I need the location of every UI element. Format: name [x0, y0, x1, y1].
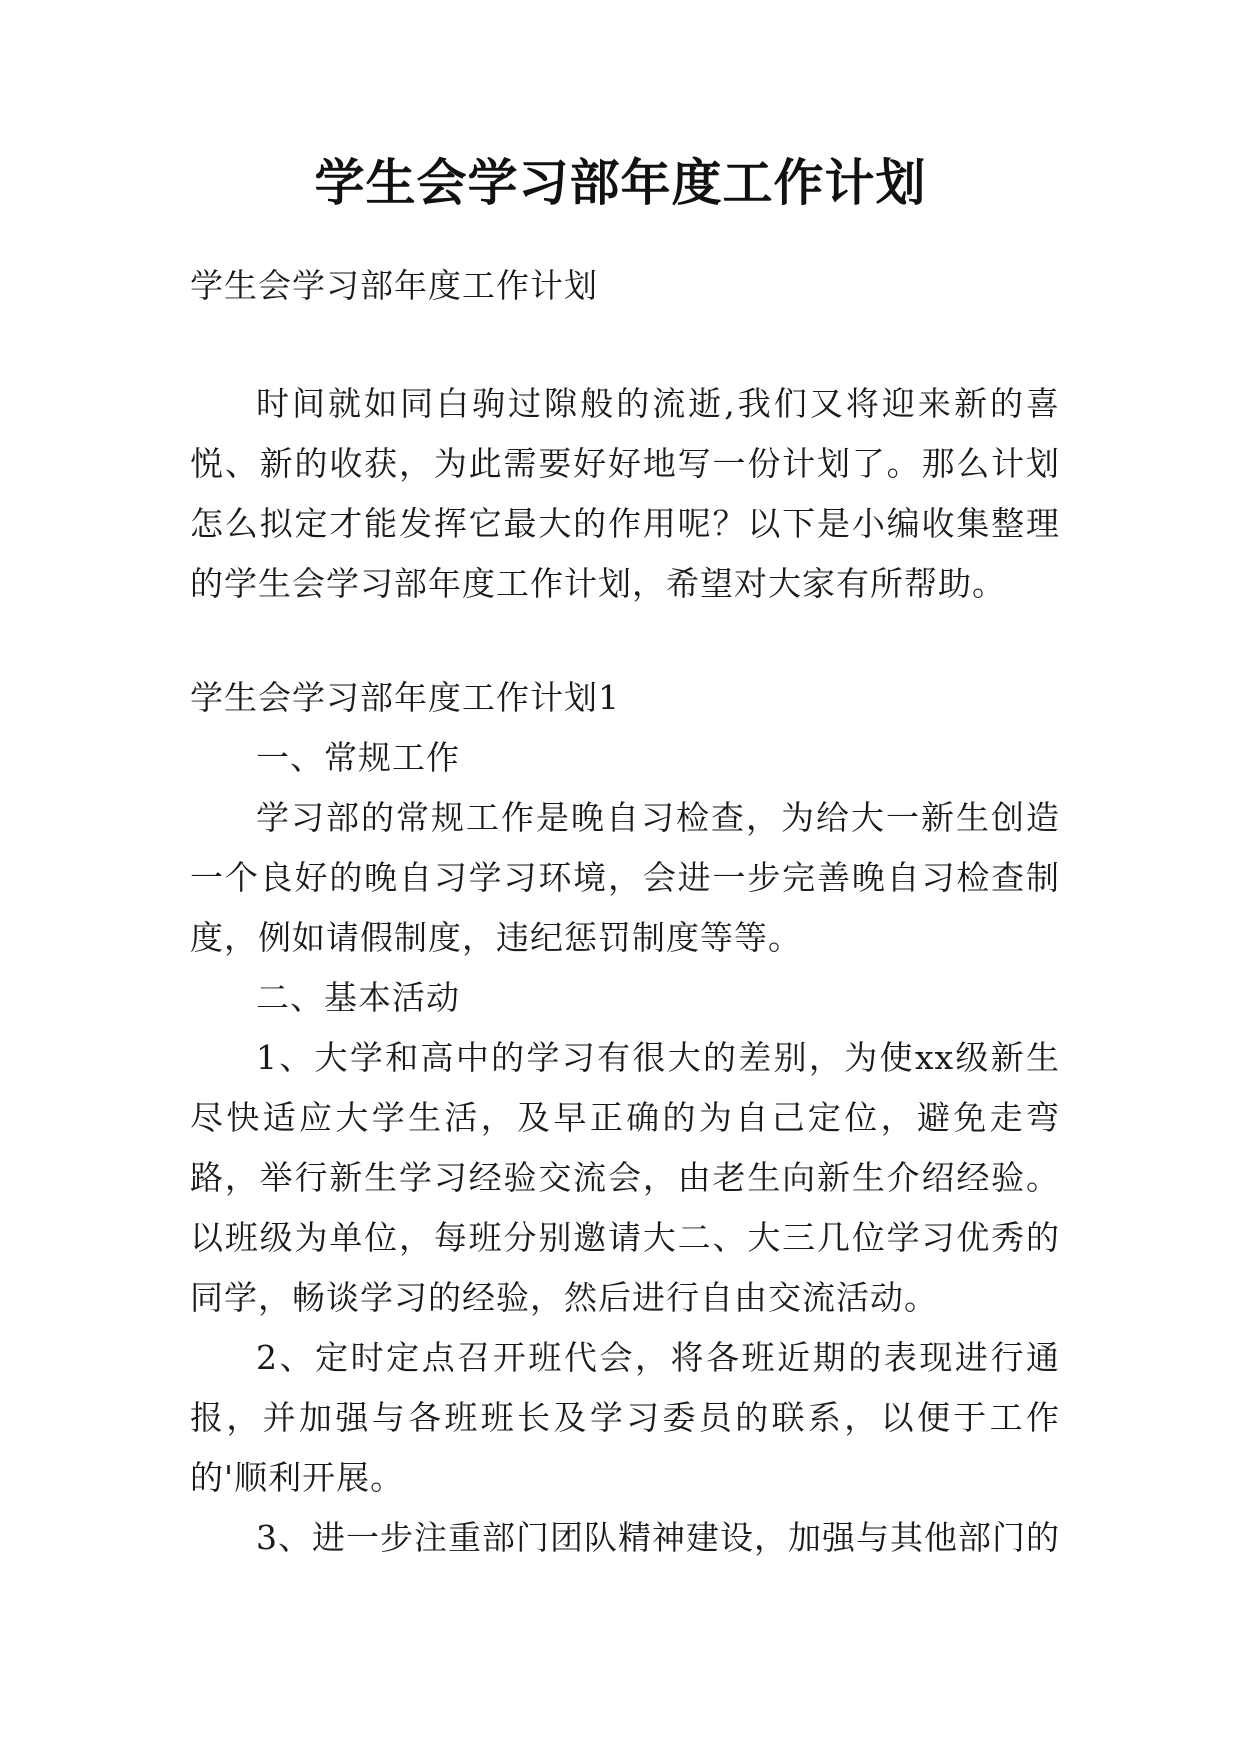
activity-item-2: 2、定时定点召开班代会，将各班近期的表现进行通报，并加强与各班班长及学习委员的联系，以便于工作的'顺利开展。 — [190, 1338, 1060, 1497]
activity-item-1: 1、大学和高中的学习有很大的差别，为使xx级新生尽快适应大学生活，及早正确的为自己定位，避免走弯路，举行新生学习经验交流会，由老生向新生介绍经验。以班级为单位，每班分别邀请大二、大三几位学习优秀的同学，畅谈学习的经验，然后进行自由交流活动。 — [190, 1038, 1060, 1317]
section-title: 学生会学习部年度工作计划1 — [190, 678, 620, 717]
heading-routine-work: 一、常规工作 — [256, 738, 460, 777]
document-title: 学生会学习部年度工作计划 — [314, 154, 927, 212]
heading-basic-activities: 二、基本活动 — [256, 978, 460, 1017]
document-subtitle: 学生会学习部年度工作计划 — [190, 266, 598, 305]
routine-work-paragraph: 学习部的常规工作是晚自习检查，为给大一新生创造一个良好的晚自习学习环境，会进一步完善晚自习检查制度，例如请假制度，违纪惩罚制度等等。 — [190, 798, 1060, 957]
activity-item-3: 3、进一步注重部门团队精神建设，加强与其他部门的 — [256, 1518, 1060, 1557]
intro-paragraph: 时间就如同白驹过隙般的流逝,我们又将迎来新的喜悦、新的收获，为此需要好好地写一份计划了。那么计划怎么拟定才能发挥它最大的作用呢？以下是小编收集整理的学生会学习部年度工作计划，希望对大家有所帮助。 — [190, 384, 1060, 603]
document-body — [190, 256, 1060, 1568]
